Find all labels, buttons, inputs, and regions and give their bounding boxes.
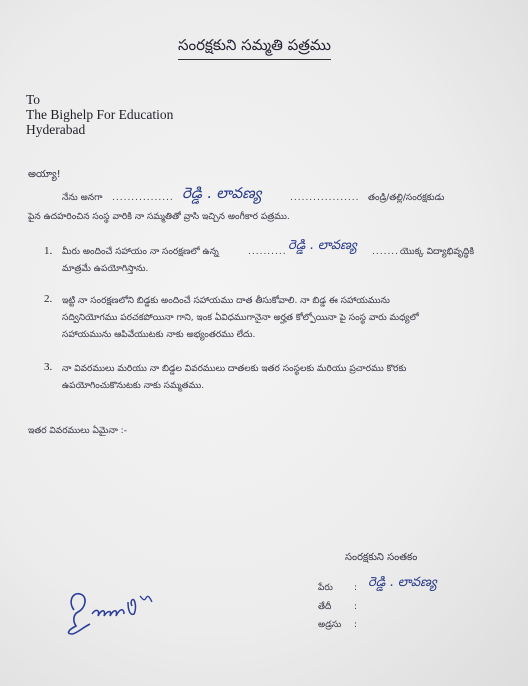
address-organization: The Bighelp For Education [26,107,174,122]
item-1-dots-left: .......... [248,247,287,257]
intro-line1-prefix: నేను అనగా [62,193,103,203]
item-1-line1-prefix: మీరు అందించే సహాయం నా సంరక్షణలో ఉన్న [62,247,219,257]
item-1-dots-right: ....... [372,247,400,257]
item-1-line1-suffix: యొక్క విద్యాభివృద్ధికి [400,247,475,257]
intro-line1-suffix: తండ్రి/తల్లి/సంరక్షకుడు [368,193,445,203]
field-date-label: తేదీ [318,602,332,612]
intro-line2: పైన ఉదహరించిన సంస్థ వారికి నా సమ్మతితో వ్రాసి ఇచ్చిన అంగీకార పత్రము. [28,212,290,222]
item-1-line2: మాత్రమే ఉపయోగిస్తాను. [62,264,149,274]
field-address-label: అడ్రసు [318,620,342,630]
field-name-handwritten-value: రెడ్డి . లావణ్య [368,575,437,590]
item-3-line2: ఉపయోగించుకొనుటకు నాకు సమ్మతము. [62,381,205,391]
salutation: అయ్యా! [28,169,61,180]
item-2-line2: సద్వినియోగము పరచకపోయినా గాని, ఇంక ఏవిధముగానైనా అర్హత కోల్పోయినా పై సంస్థ వారు మధ్యలో [62,313,419,323]
field-name-label: పేరు [318,583,333,593]
field-name-colon: : [354,583,358,593]
item-1-handwritten-name: రెడ్డి . లావణ్య [288,238,357,253]
field-address-colon: : [354,620,358,630]
handwritten-signature [62,580,162,640]
guardian-signature-heading: సంరక్షకుని సంతకం [345,552,418,563]
address-to: To [26,92,41,107]
item-2-number: 2. [44,293,53,305]
item-2-line1: ఇట్టి నా సంరక్షణలోని బిడ్డకు అందించే సహాయము దాత తీసుకోవాలి. నా బిడ్డ ఈ సహాయమును [62,296,390,306]
intro-handwritten-name: రెడ్డి . లావణ్య [182,184,262,202]
intro-dots-right: .................. [290,193,360,203]
field-date-colon: : [354,602,358,612]
document-title: సంరక్షకుని సమ్మతి పత్రము [178,36,331,60]
item-2-line3: సహాయమును ఆపివేయుటకు నాకు అభ్యంతరము లేదు. [62,330,256,340]
other-details-label: ఇతర వివరములు ఏమైనా :- [28,426,127,436]
address-city: Hyderabad [26,122,86,137]
intro-dots-left: ................ [112,193,174,203]
item-1-number: 1. [44,245,53,257]
item-3-number: 3. [44,361,53,373]
item-3-line1: నా వివరములు మరియు నా బిడ్డల వివరములు దాతలకు ఇతర సంస్థలకు మరియు ప్రచారము కొరకు [62,364,407,374]
